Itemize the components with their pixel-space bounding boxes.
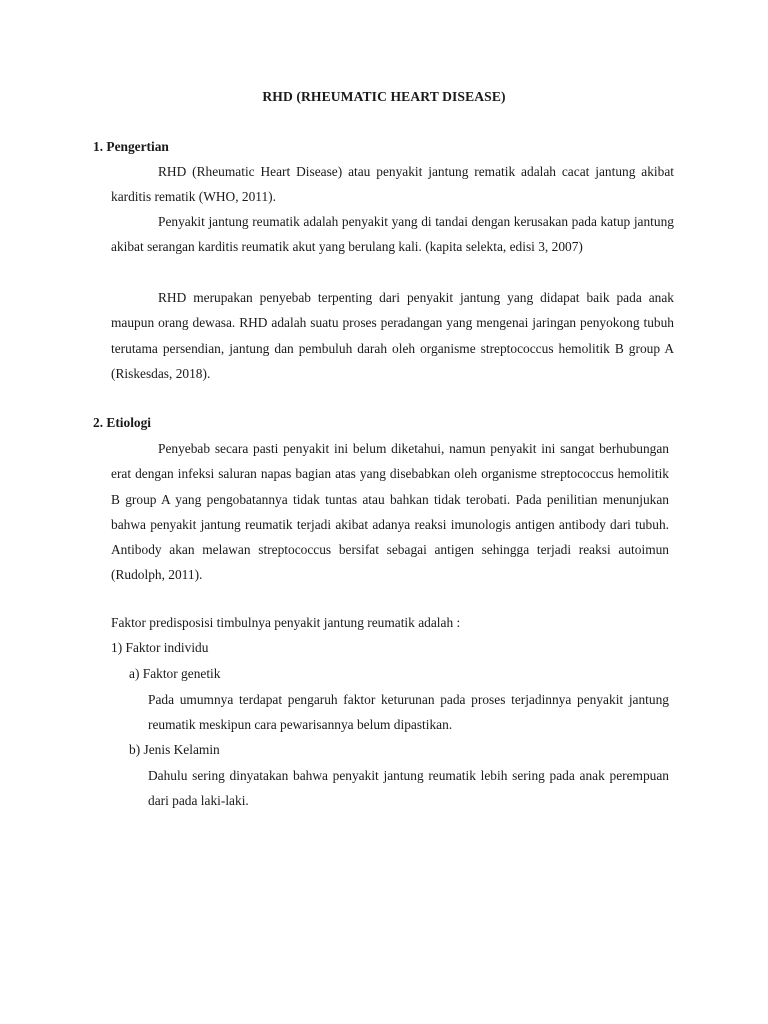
gender-text: Dahulu sering dinyatakan bahwa penyakit jantung reumatik lebih sering pada anak perempuan dari pada laki-laki. xyxy=(148,768,669,809)
paragraph-definition-3: RHD merupakan penyebab terpenting dari penyakit jantung yang didapat baik pada anak maupun orang dewasa. RHD adalah suatu proses peradangan yang mengenai jaringan penyokong tubuh terutama persendian, jantung dan pembuluh darah oleh organisme streptococcus hemolitik B group A (Riskesdas, 2018). xyxy=(111,290,674,381)
list-item-gender: b) Jenis Kelamin xyxy=(129,742,220,757)
list-item-genetic-factor: a) Faktor genetik xyxy=(129,666,221,681)
document-title: RHD (RHEUMATIC HEART DISEASE) xyxy=(262,89,506,104)
section-heading-pengertian: 1. Pengertian xyxy=(93,139,169,154)
paragraph-definition-2: Penyakit jantung reumatik adalah penyakit yang di tandai dengan kerusakan pada katup jantung akibat serangan karditis reumatik akut yang berulang kali. (kapita selekta, edisi 3, 2007) xyxy=(111,214,674,255)
paragraph-etiology: Penyebab secara pasti penyakit ini belum diketahui, namun penyakit ini sangat berhubungan erat dengan infeksi saluran napas bagian atas yang disebabkan oleh organisme streptococcus hemolitik B group A yang pengobatannya tidak tuntas atau bahkan tidak terobati. Pada penilitian menunjukan bahwa penyakit jantung reumatik terjadi akibat adanya reaksi imunologis antigen antibody dari tubuh. Antibody akan melawan streptococcus bersifat sebagai antigen sehingga terjadi reaksi autoimun (Rudolph, 2011). xyxy=(111,441,669,583)
section-heading-etiologi: 2. Etiologi xyxy=(93,415,152,430)
factors-intro: Faktor predisposisi timbulnya penyakit jantung reumatik adalah : xyxy=(111,615,461,630)
paragraph-definition-1: RHD (Rheumatic Heart Disease) atau penyakit jantung rematik adalah cacat jantung akibat karditis rematik (WHO, 2011). xyxy=(111,164,674,205)
list-item-individual-factor: 1) Faktor individu xyxy=(111,640,209,655)
genetic-factor-text: Pada umumnya terdapat pengaruh faktor keturunan pada proses terjadinnya penyakit jantung reumatik meskipun cara pewarisannya belum dipastikan. xyxy=(148,692,669,733)
